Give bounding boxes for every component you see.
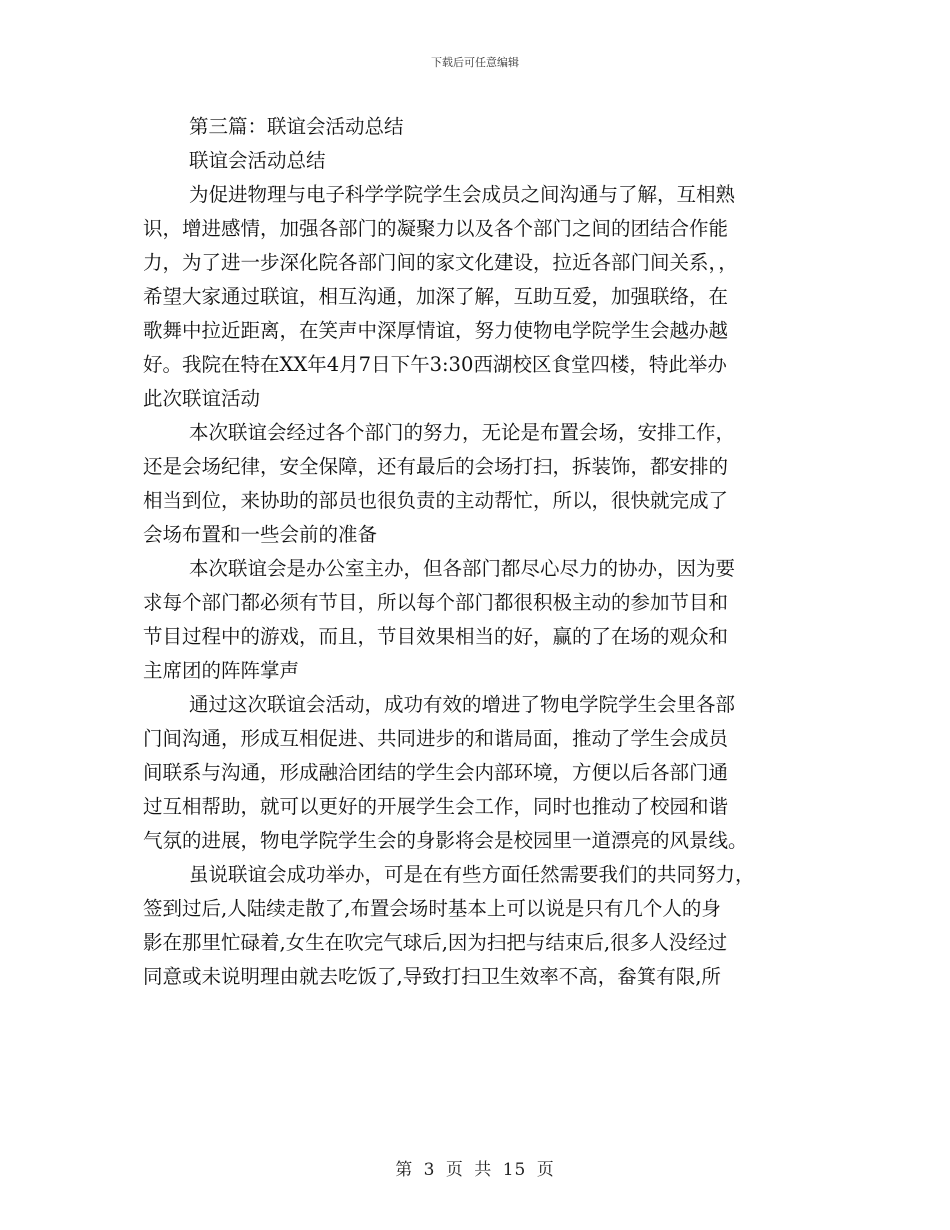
text-line: 此次联谊活动 [143,387,261,410]
text-line: 歌舞中拉近距离，在笑声中深厚情谊，努力使物电学院学生会越办越 [143,319,729,342]
text-line: 虽说联谊会成功举办，可是在有些方面任然需要我们的共同努力， [189,863,755,886]
text-line: 影在那里忙碌着,女生在吹完气球后,因为扫把与结束后,很多人没经过 [143,931,728,954]
text-line: 好。我院在特在XX年4月7日下午3:30西湖校区食堂四楼，特此举办 [143,353,727,376]
text-line: 相当到位，来协助的部员也很负责的主动帮忙，所以，很快就完成了 [143,489,729,512]
text-line: 力，为了进一步深化院各部门间的家文化建设，拉近各部门间关系，， [143,251,738,274]
text-line: 为促进物理与电子科学学院学生会成员之间沟通与了解，互相熟 [189,183,736,206]
text-line: 还是会场纪律，安全保障，还有最后的会场打扫，拆装饰，都安排的 [143,455,729,478]
text-line: 会场布置和一些会前的准备 [143,523,378,546]
text-line: 过互相帮助，就可以更好的开展学生会工作，同时也推动了校园和谐 [143,795,729,818]
page-number-footer: 第 3 页 共 15 页 [395,1160,555,1180]
text-line: 识，增进感情，加强各部门的凝聚力以及各个部门之间的团结合作能 [143,217,729,240]
text-line: 联谊会活动总结 [189,149,326,172]
text-line: 本次联谊会是办公室主办，但各部门都尽心尽力的协办，因为要 [189,557,736,580]
page-header: 下载后可任意编辑 [431,56,519,69]
text-line: 主席团的阵阵掌声 [143,659,300,682]
document-body [143,110,807,994]
text-line: 节目过程中的游戏，而且，节目效果相当的好，赢的了在场的观众和 [143,625,729,648]
text-line: 通过这次联谊会活动，成功有效的增进了物电学院学生会里各部 [189,693,736,716]
text-line: 签到过后,人陆续走散了,布置会场时基本上可以说是只有几个人的身 [143,897,721,920]
text-line: 希望大家通过联谊，相互沟通，加深了解，互助互爱，加强联络，在 [143,285,729,308]
text-line: 同意或未说明理由就去吃饭了,导致打扫卫生效率不高，畚箕有限,所 [143,965,721,988]
text-line: 间联系与沟通，形成融洽团结的学生会内部环境，方便以后各部门通 [143,761,729,784]
text-line: 第三篇：联谊会活动总结 [189,115,404,138]
text-line: 门间沟通，形成互相促进、共同进步的和谐局面，推动了学生会成员 [143,727,729,750]
text-line: 气氛的进展，物电学院学生会的身影将会是校园里一道漂亮的风景线。 [143,829,748,852]
text-line: 求每个部门都必须有节目，所以每个部门都很积极主动的参加节目和 [143,591,729,614]
text-line: 本次联谊会经过各个部门的努力，无论是布置会场，安排工作， [189,421,736,444]
